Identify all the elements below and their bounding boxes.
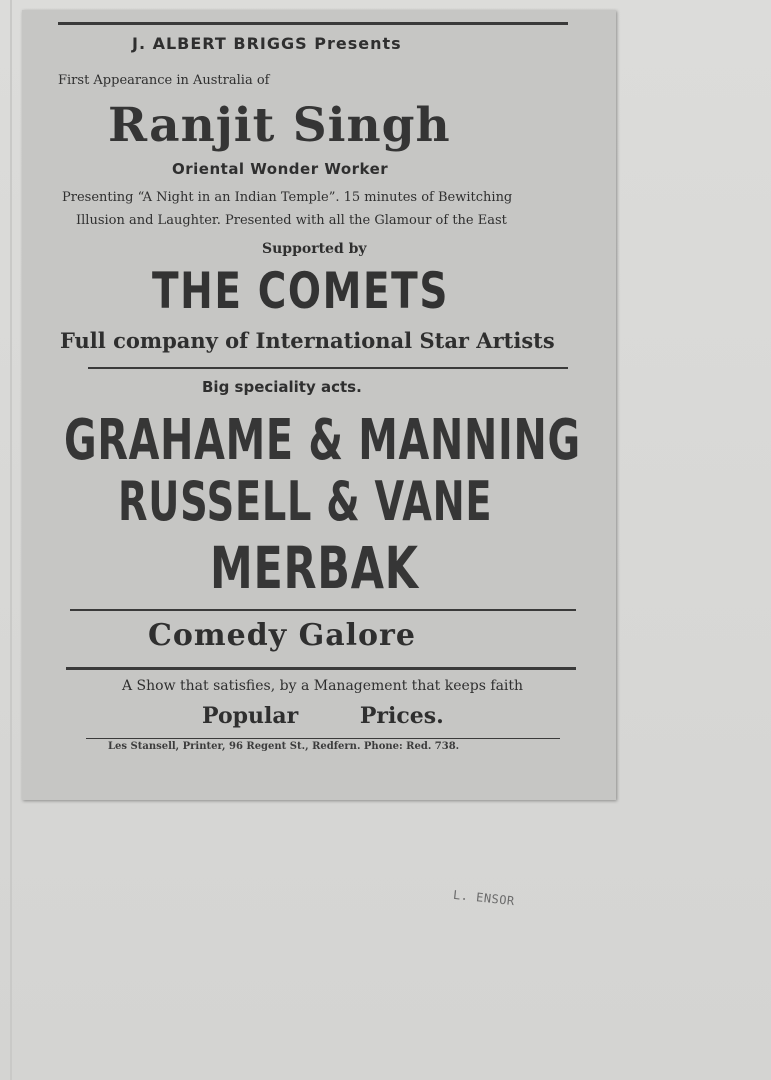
description-line-2: Illusion and Laughter. Presented with all the Glamour of the East bbox=[76, 213, 507, 228]
popular-prices: Popular Prices. bbox=[202, 703, 444, 729]
act-russell-vane: RUSSELL & VANE bbox=[118, 470, 493, 533]
tagline: A Show that satisfies, by a Management that keeps faith bbox=[122, 678, 524, 694]
handbill bbox=[22, 10, 616, 800]
supported-by: Supported by bbox=[262, 241, 367, 257]
collector-stamp: L. ENSOR bbox=[452, 887, 516, 909]
act-merbak: MERBAK bbox=[210, 534, 419, 602]
rule-before-comedy bbox=[70, 609, 576, 611]
description-line-1: Presenting “A Night in an Indian Temple”. 15 minutes of Bewitching bbox=[62, 190, 513, 205]
act-grahame-manning: GRAHAME & MANNING bbox=[64, 408, 581, 473]
star-subtitle: Oriental Wonder Worker bbox=[172, 160, 389, 178]
top-rule bbox=[58, 22, 568, 25]
printer-imprint: Les Stansell, Printer, 96 Regent St., Redfern. Phone: Red. 738. bbox=[108, 741, 460, 752]
mount-edge bbox=[10, 0, 12, 1080]
rule-after-comedy bbox=[66, 667, 576, 670]
company-name: THE COMETS bbox=[152, 262, 449, 320]
comedy-galore: Comedy Galore bbox=[148, 618, 416, 653]
presenter-line: J. ALBERT BRIGGS Presents bbox=[132, 34, 402, 53]
rule-before-printer bbox=[86, 738, 560, 739]
rule-after-company bbox=[88, 367, 568, 369]
speciality-heading: Big speciality acts. bbox=[202, 378, 362, 396]
star-name: Ranjit Singh bbox=[108, 98, 451, 153]
intro-line: First Appearance in Australia of bbox=[58, 73, 270, 88]
company-description: Full company of International Star Artists bbox=[60, 328, 555, 353]
